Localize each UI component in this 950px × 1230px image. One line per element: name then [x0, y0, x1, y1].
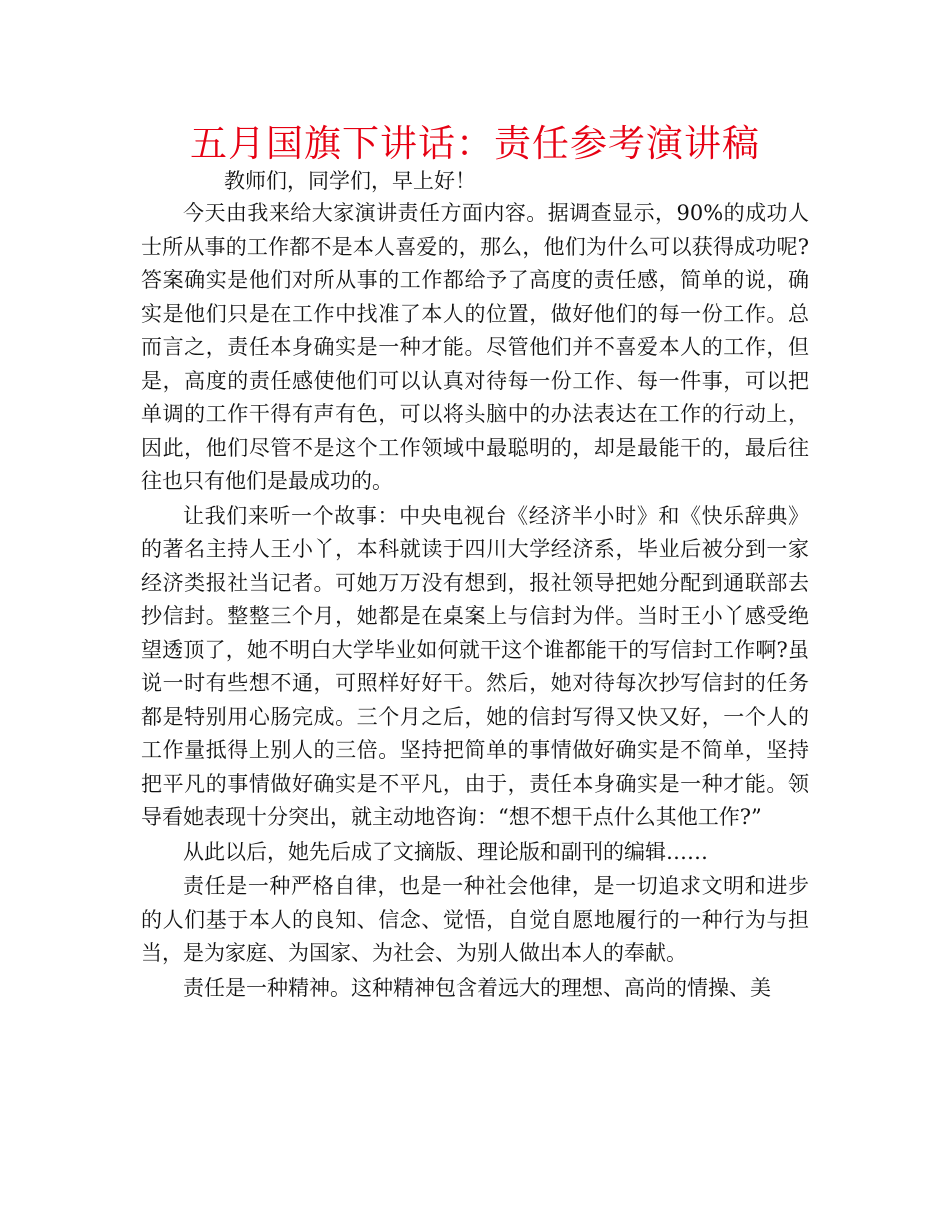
document-body	[141, 197, 809, 1005]
paragraph-2: 让我们来听一个故事：中央电视台《经济半小时》和《快乐辞典》的著名主持人王小丫，本科就读于四川大学经济系，毕业后被分到一家经济类报社当记者。可她万万没有想到，报社领导把她分配到通联部去抄信封。整整三个月，她都是在桌案上与信封为伴。当时王小丫感受绝望透顶了，她不明白大学毕业如何就干这个谁都能干的写信封工作啊?虽说一时有些想不通，可照样好好干。然后，她对待每次抄写信封的任务都是特别用心肠完成。三个月之后，她的信封写得又快又好，一个人的工作量抵得上别人的三倍。坚持把简单的事情做好确实是不简单，坚持把平凡的事情做好确实是不平凡，由于，责任本身确实是一种才能。领导看她表现十分突出，就主动地咨询：“想不想干点什么其他工作?”	[141, 503, 809, 829]
greeting-line: 教师们，同学们，早上好！	[224, 169, 476, 193]
paragraph-1: 今天由我来给大家演讲责任方面内容。据调查显示，90%的成功人士所从事的工作都不是本人喜爱的，那么，他们为什么可以获得成功呢?答案确实是他们对所从事的工作都给予了高度的责任感，简单的说，确实是他们只是在工作中找准了本人的位置，做好他们的每一份工作。总而言之，责任本身确实是一种才能。尽管他们并不喜爱本人的工作，但是，高度的责任感使他们可以认真对待每一份工作、每一件事，可以把单调的工作干得有声有色，可以将头脑中的办法表达在工作的行动上，因此，他们尽管不是这个工作领域中最聪明的，却是最能干的，最后往往也只有他们是最成功的。	[141, 201, 809, 493]
document-title: 五月国旗下讲话：责任参考演讲稿	[190, 122, 760, 165]
paragraph-3: 从此以后，她先后成了文摘版、理论版和副刊的编辑……	[183, 839, 708, 864]
paragraph-4: 责任是一种严格自律，也是一种社会他律，是一切追求文明和进步的人们基于本人的良知、信念、觉悟，自觉自愿地履行的一种行为与担当，是为家庭、为国家、为社会、为别人做出本人的奉献。	[141, 874, 809, 965]
paragraph-5: 责任是一种精神。这种精神包含着远大的理想、高尚的情操、美	[183, 975, 771, 1000]
